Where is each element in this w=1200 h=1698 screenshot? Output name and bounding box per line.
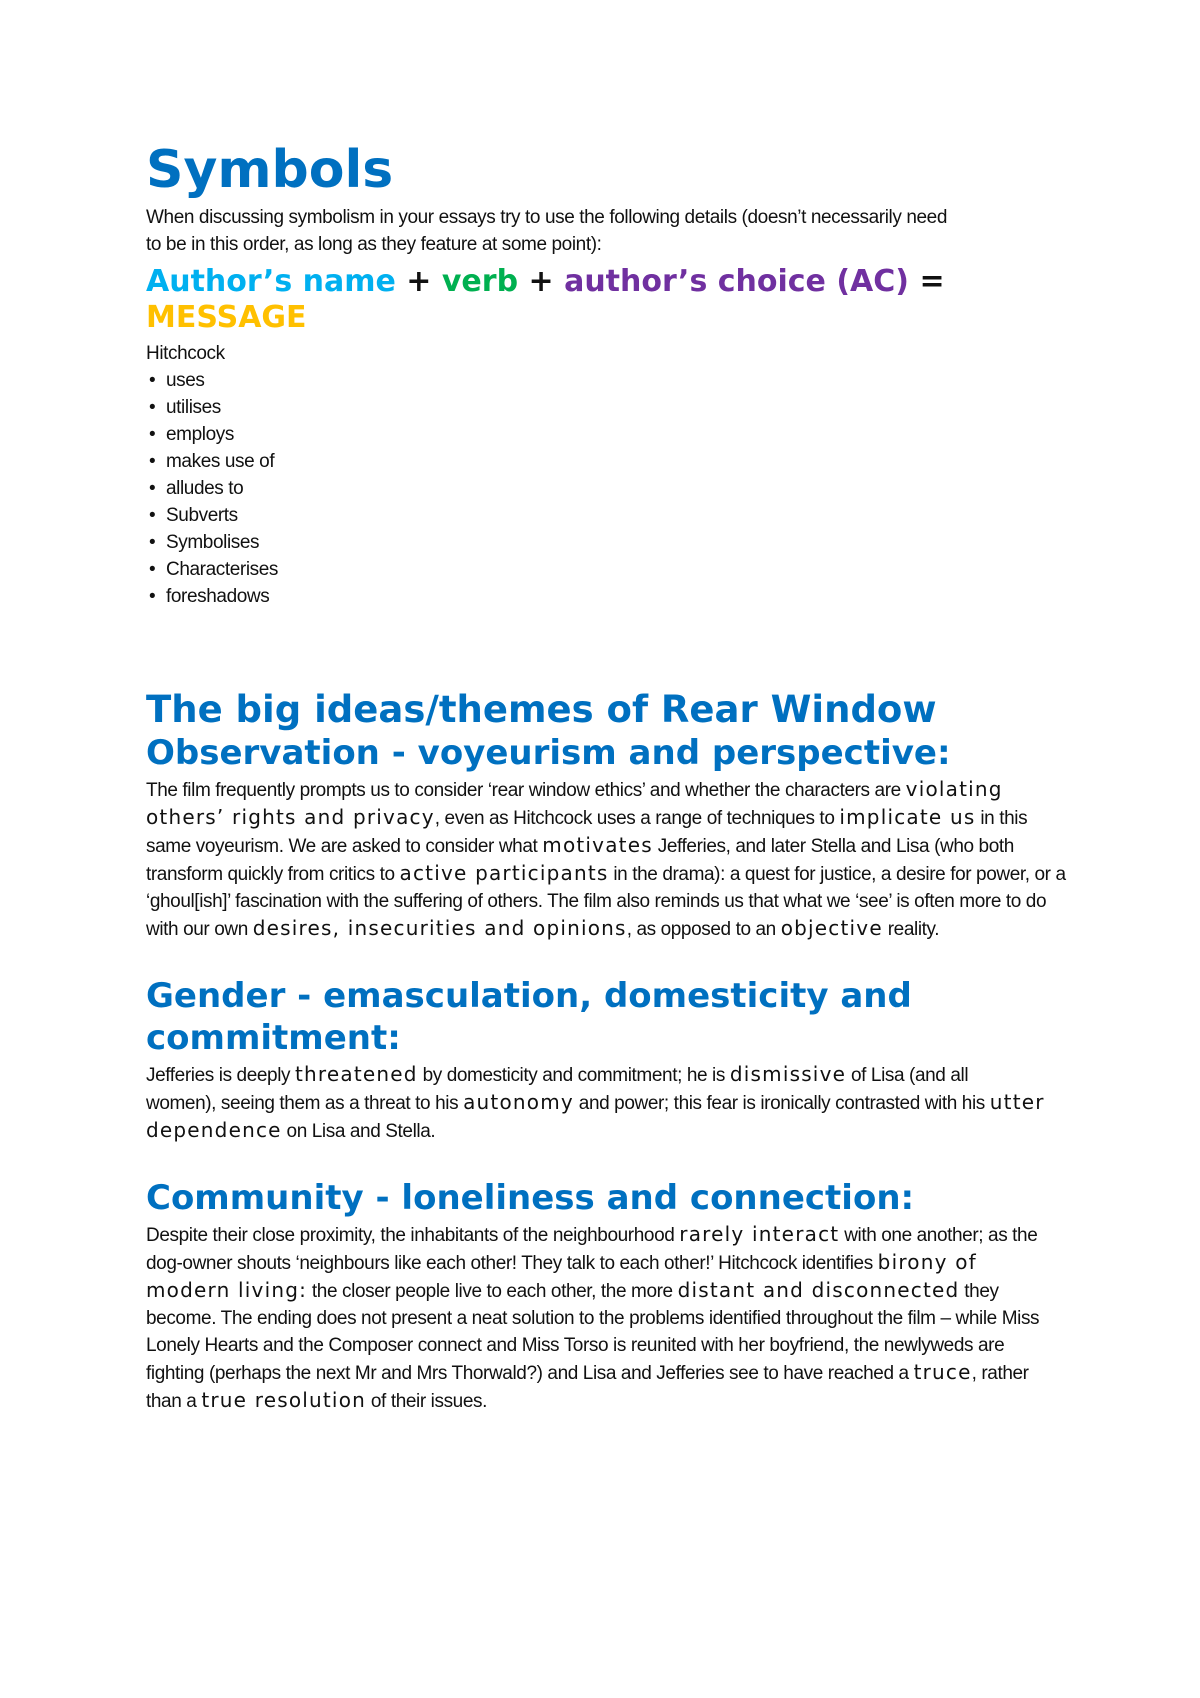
observation-emphasis-2: implicate us — [839, 805, 976, 829]
observation-text-2: , even as Hitchcock uses a range of techniques to — [434, 808, 840, 829]
verb-label: utilises — [166, 397, 221, 418]
themes-heading: The big ideas/themes of Rear Window — [146, 688, 937, 731]
gender-text-6: on Lisa and Stella. — [281, 1121, 436, 1142]
verb-label: Characterises — [166, 559, 279, 580]
list-item — [146, 394, 1066, 421]
bullet-icon: • — [149, 397, 156, 418]
community-text-5: , rather than a — [146, 1363, 1029, 1412]
observation-emphasis-6: objective — [780, 916, 883, 940]
bullet-icon: • — [149, 532, 156, 553]
verb-label: Symbolises — [166, 532, 260, 553]
list-item — [146, 367, 1066, 394]
observation-text-6: , as opposed to an — [626, 919, 781, 940]
verb-label: Subverts — [166, 505, 238, 526]
gender-emphasis-1: threatened — [295, 1062, 418, 1086]
verb-label: employs — [166, 424, 234, 445]
gender-emphasis-3: autonomy — [463, 1090, 574, 1114]
formula-message: MESSAGE — [146, 300, 307, 335]
gender-paragraph — [146, 1061, 1066, 1145]
bullet-icon: • — [149, 451, 156, 472]
verb-label: foreshadows — [166, 586, 270, 607]
observation-text-4: Jefferies, and later Stella and Lisa (who both transform quickly from critics to — [146, 836, 1014, 885]
community-text-4: they become. The ending does not present a neat solution to the problems identified throughout the film – while Miss Lonely Hearts and the Composer connect and Miss Torso is reunited with her boyfriend, the newlyweds are fighting (perhaps the next Mr and Mrs Thorwald?) and Lisa and Jefferies see to have reached a — [146, 1281, 1040, 1384]
gender-text-4: women), seeing them as a threat to his — [146, 1093, 464, 1114]
community-emphasis-4: truce — [913, 1360, 972, 1384]
formula-author-name: Author’s name — [146, 264, 396, 299]
list-item — [146, 529, 1066, 556]
community-emphasis-3: distant and disconnected — [677, 1278, 960, 1302]
list-item — [146, 556, 1066, 583]
observation-heading: Observation - voyeurism and perspective: — [146, 733, 951, 773]
list-item — [146, 583, 1066, 610]
author-label: Hitchcock — [146, 343, 225, 364]
observation-text-3: in this same voyeurism. We are asked to consider what — [146, 808, 1028, 857]
observation-emphasis-4: active participants — [399, 861, 609, 885]
gender-emphasis-2: dismissive — [729, 1062, 847, 1086]
formula-verb: verb — [441, 264, 519, 299]
intro-line-1: When discussing symbolism in your essays try to use the following details (doesn’t necessarily need — [146, 207, 948, 228]
bullet-icon: • — [149, 370, 156, 391]
page-content — [146, 140, 1066, 1415]
list-item — [146, 448, 1066, 475]
bullet-icon: • — [149, 505, 156, 526]
verb-label: alludes to — [166, 478, 244, 499]
observation-text-7: reality. — [882, 919, 940, 940]
bullet-icon: • — [149, 559, 156, 580]
community-heading: Community - loneliness and connection: — [146, 1178, 915, 1218]
gender-text-5: and power; this fear is ironically contrasted with his — [573, 1093, 990, 1114]
community-emphasis-2: birony of modern living: — [146, 1250, 977, 1302]
list-item — [146, 502, 1066, 529]
observation-emphasis-5: desires, insecurities and opinions — [252, 916, 627, 940]
observation-paragraph — [146, 776, 1066, 943]
gender-text-1: Jefferies is deeply — [146, 1065, 296, 1086]
formula-plus-1: + — [395, 264, 442, 299]
verb-label: makes use of — [166, 451, 275, 472]
observation-emphasis-1: violating others’ rights and privacy — [146, 777, 1003, 829]
bullet-icon: • — [149, 586, 156, 607]
verb-list — [146, 367, 1066, 610]
observation-text-1: The film frequently prompts us to consider ‘rear window ethics’ and whether the characters are — [146, 780, 906, 801]
gender-text-2: by domesticity and commitment; he is — [417, 1065, 730, 1086]
list-item — [146, 475, 1066, 502]
community-emphasis-5: true resolution — [201, 1388, 367, 1412]
formula-plus-2: + — [518, 264, 565, 299]
formula-choice: author’s choice (AC) — [564, 264, 910, 299]
verb-label: uses — [166, 370, 205, 391]
list-item — [146, 421, 1066, 448]
community-text-1: Despite their close proximity, the inhabitants of the neighbourhood — [146, 1225, 680, 1246]
gender-emphasis-4: utter dependence — [146, 1090, 1045, 1142]
bullet-icon: • — [149, 424, 156, 445]
community-text-2: with one another; as the dog-owner shouts ‘neighbours like each other! They talk to each other!’ Hitchcock identifies — [146, 1225, 1038, 1274]
intro-line-2: to be in this order, as long as they feature at some point): — [146, 234, 602, 255]
formula — [146, 264, 1066, 336]
gender-text-3: of Lisa (and all — [846, 1065, 969, 1086]
gender-heading: Gender - emasculation, domesticity and commitment: — [146, 976, 912, 1058]
community-paragraph — [146, 1221, 1066, 1415]
bullet-icon: • — [149, 478, 156, 499]
observation-text-5: in the drama): a quest for justice, a desire for power, or a ‘ghoul[ish]’ fascination with the suffering of others. The film also reminds us that what we ‘see’ is often more to do with our own — [146, 864, 1066, 940]
community-text-3: the closer people live to each other, the more — [307, 1281, 678, 1302]
intro-text — [146, 204, 1066, 258]
community-text-6: of their issues. — [366, 1391, 487, 1412]
community-emphasis-1: rarely interact — [679, 1222, 840, 1246]
observation-emphasis-3: motivates — [542, 833, 653, 857]
page-title: Symbols — [146, 140, 394, 200]
formula-equals: = — [909, 264, 945, 299]
